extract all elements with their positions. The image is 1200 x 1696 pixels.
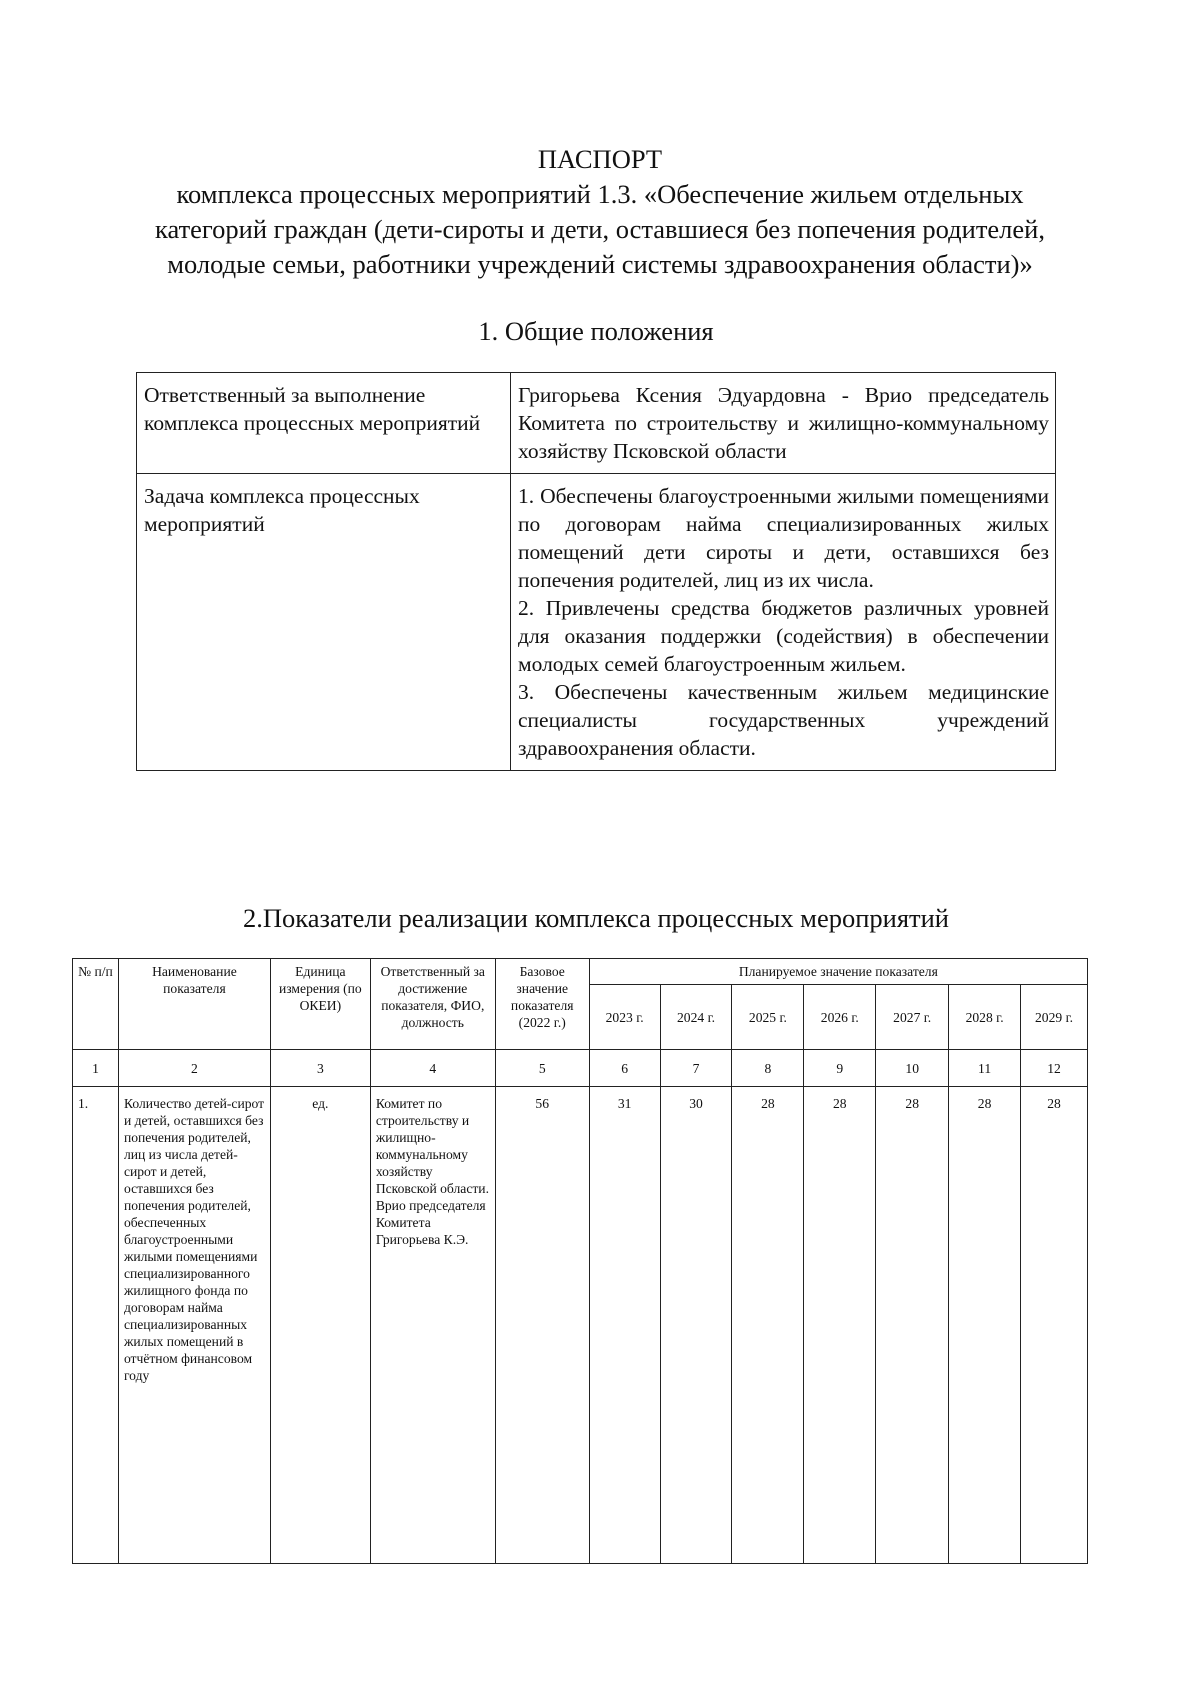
column-number: 7 [660,1050,732,1087]
col-header-unit: Единица измерения (по ОКЕИ) [270,959,370,1050]
row-value-2028: 28 [949,1087,1021,1564]
column-number: 4 [370,1050,495,1087]
col-header-year: 2029 г. [1021,985,1088,1050]
row-responsible: Комитет по строительству и жилищно-коммунальному хозяйству Псковской области. Врио председателя Комитета Григорьева К.Э. [370,1087,495,1564]
table-row [137,474,1056,771]
document-title: ПАСПОРТ [537,144,663,174]
col-header-year: 2026 г. [804,985,876,1050]
column-number: 11 [949,1050,1021,1087]
col-header-year: 2027 г. [876,985,949,1050]
row-num: 1. [73,1087,119,1564]
general-provisions-table [136,372,1056,771]
column-number: 6 [589,1050,660,1087]
column-number: 1 [73,1050,119,1087]
col-header-responsible: Ответственный за достижение показателя, ФИО, должность [370,959,495,1050]
task-label: Задача комплекса процессных мероприятий [137,474,511,771]
col-header-num: № п/п [73,959,119,1050]
column-number: 10 [876,1050,949,1087]
task-item-2: 2. Привлечены средства бюджетов различных уровней для оказания поддержки (содействия) в обеспечении молодых семей благоустроенным жильем. [518,596,1049,676]
col-header-base: Базовое значение показателя (2022 г.) [495,959,589,1050]
column-number: 3 [270,1050,370,1087]
responsible-label: Ответственный за выполнение комплекса процессных мероприятий [137,373,511,474]
table-row [137,373,1056,474]
row-value-2023: 31 [589,1087,660,1564]
column-number: 5 [495,1050,589,1087]
row-value-2027: 28 [876,1087,949,1564]
column-numbers-row [73,1050,1088,1087]
column-number: 12 [1021,1050,1088,1087]
task-item-3: 3. Обеспечены качественным жильем медицинские специалисты государственных учреждений здравоохранения области. [518,680,1049,760]
col-header-year: 2028 г. [949,985,1021,1050]
col-header-planned: Планируемое значение показателя [589,959,1087,985]
task-item-1: 1. Обеспечены благоустроенными жилыми помещениями по договорам найма специализированных жилых помещений дети сироты и дети, оставшихся без попечения родителей, лиц из их числа. [518,484,1049,592]
row-value-2025: 28 [732,1087,804,1564]
col-header-year: 2025 г. [732,985,804,1050]
row-value-2029: 28 [1021,1087,1088,1564]
subtitle-line-3: молодые семьи, работники учреждений системы здравоохранения области)» [167,249,1033,279]
col-header-year: 2024 г. [660,985,732,1050]
section1-heading: 1. Общие положения [478,316,714,346]
col-header-name: Наименование показателя [118,959,270,1050]
column-number: 8 [732,1050,804,1087]
section2-heading: 2.Показатели реализации комплекса процессных мероприятий [243,903,949,933]
row-value-2024: 30 [660,1087,732,1564]
row-base-value: 56 [495,1087,589,1564]
passport-title-block [100,142,1100,282]
row-value-2026: 28 [804,1087,876,1564]
row-indicator-name: Количество детей-сирот и детей, оставшихся без попечения родителей, лиц из числа детей-сирот и детей, оставшихся без попечения родителей, обеспеченных благоустроенными жилыми помещениями специализированного жилищного фонда по договорам найма специализированных жилых помещений в отчётном финансовом году [118,1087,270,1564]
indicators-table [72,958,1088,1564]
column-number: 2 [118,1050,270,1087]
subtitle-line-2: категорий граждан (дети-сироты и дети, оставшиеся без попечения родителей, [155,214,1045,244]
col-header-year: 2023 г. [589,985,660,1050]
table-row [73,1087,1088,1564]
table-header-row [73,959,1088,985]
responsible-value: Григорьева Ксения Эдуардовна - Врио председатель Комитета по строительству и жилищно-коммунальному хозяйству Псковской области [511,373,1056,474]
column-number: 9 [804,1050,876,1087]
task-list [511,474,1056,771]
subtitle-line-1: комплекса процессных мероприятий 1.3. «Обеспечение жильем отдельных [176,179,1024,209]
row-unit: ед. [270,1087,370,1564]
